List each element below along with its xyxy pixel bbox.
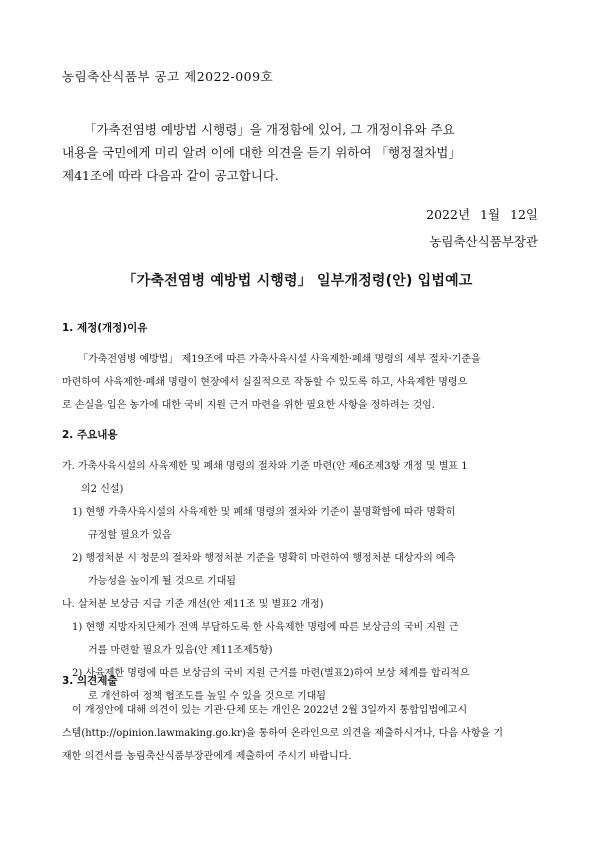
section-opinion-body [62,699,548,768]
notice-date: 2022년 1월 12일 [426,207,538,222]
section-heading-main-content: 2. 주요내용 [62,429,118,441]
sub-list-item-continued: 로 개선하여 정책 협조도를 높일 수 있을 것으로 기대됨 [88,691,326,702]
body-line: 스템(http://opinion.lawmaking.go.kr)을 통하여 온라인으로 의견을 제출하시거나, 다음 사항을 기 [62,728,503,739]
intro-paragraph [62,118,550,187]
intro-line: 「가축전염병 예방법 시행령」을 개정함에 있어, 그 개정이유와 주요 [84,122,455,137]
section-main-content-list [62,455,552,708]
sub-list-item-continued: 규정할 필요가 있음 [88,530,172,541]
sub-list-item: 1) 현행 가축사육시설의 사육제한 및 폐쇄 명령의 절차와 기준이 불명확함에 따라 명확히 [72,507,456,518]
intro-line: 제41조에 따라 다음과 같이 공고합니다. [62,168,279,183]
sub-list-item: 2) 행정처분 시 청문의 절차와 행정처분 기준을 명확히 마련하여 행정처분 대상자의 예측 [72,553,456,564]
list-item-continued: 의2 신설) [81,484,124,495]
intro-line: 내용을 국민에게 미리 알려 이에 대한 의견을 듣기 위하여 「행정절차법」 [62,145,461,160]
sub-list-item: 1) 현행 지방자치단체가 전액 부담하도록 한 사육제한 명령에 따른 보상금의 국비 지원 근 [72,622,459,633]
issuer: 농림축산식품부장관 [429,234,538,249]
sub-list-item: 2) 사육제한 명령에 따른 보상금의 국비 지원 근거를 마련(별표2)하여 보상 체계를 합리적으 [72,668,470,679]
document-title: 「가축전염병 예방법 시행령」 일부개정령(안) 입법예고 [122,273,473,289]
section-reason-body [62,348,548,417]
sub-list-item-continued: 가능성을 높이게 될 것으로 기대됨 [88,576,236,587]
notice-number: 농림축산식품부 공고 제2022-009호 [62,69,274,84]
body-line: 이 개정안에 대해 의견이 있는 기관·단체 또는 개인은 2022년 2월 3일까지 통합입법예고시 [72,705,468,716]
section-heading-opinion: 3. 의견제출 [62,675,118,687]
body-line: 로 손실을 입은 농가에 대한 국비 지원 근거 마련을 위한 필요한 사항을 정하려는 것임. [62,400,435,411]
list-item: 가. 가축사육시설의 사육제한 및 폐쇄 명령의 절차와 기준 마련(안 제6조제3항 개정 및 별표 1 [62,461,468,472]
body-line: 「가축전염병 예방법」 제19조에 따른 가축사육시설 사육제한·폐쇄 명령의 세부 절차·기준을 [78,354,481,365]
list-item: 나. 살처분 보상금 지급 기준 개선(안 제11조 및 별표2 개정) [62,599,324,610]
section-heading-reason: 1. 제정(개정)이유 [62,322,148,334]
sub-list-item-continued: 거를 마련할 필요가 있음(안 제11조제5항) [88,645,273,656]
body-line: 재한 의견서를 농림축산식품부장관에게 제출하여 주시기 바랍니다. [62,751,352,762]
body-line: 마련하여 사육제한·폐쇄 명령이 현장에서 실질적으로 작동할 수 있도록 하고, 사육제한 명령으 [62,377,468,388]
